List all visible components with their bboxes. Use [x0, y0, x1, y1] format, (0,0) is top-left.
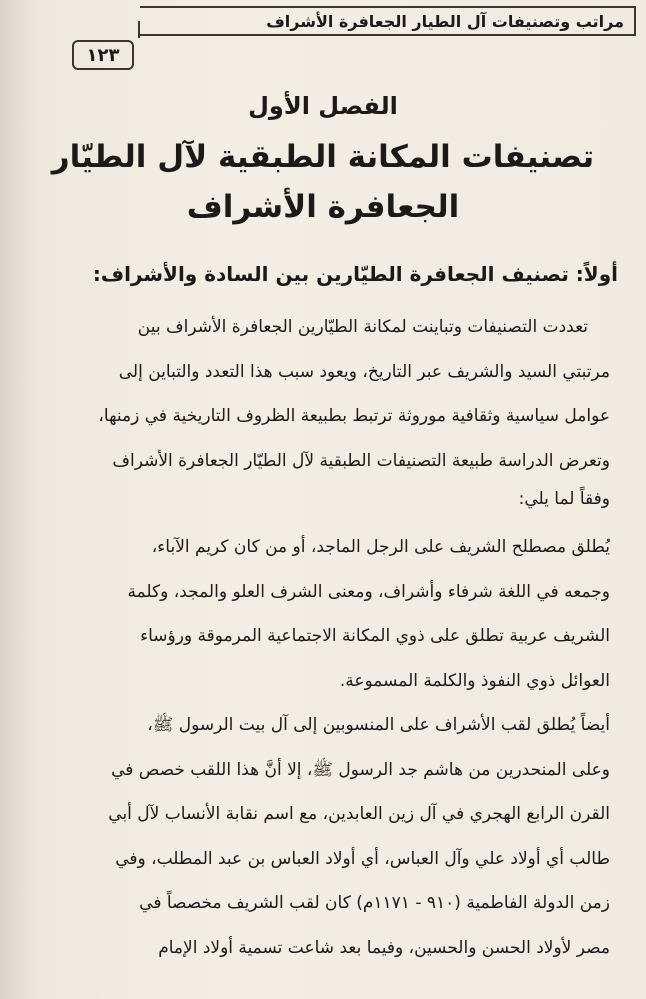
- paragraph-2: [12, 525, 610, 703]
- body-line: أيضاً يُطلق لقب الأشراف على المنسوبين إلى آل بيت الرسول ﷺ،: [147, 715, 610, 735]
- chapter-label: الفصل الأول: [248, 92, 398, 120]
- paragraph-1: [12, 305, 610, 515]
- body-line: وجمعه في اللغة شرفاء وأشراف، ومعنى الشرف العلو والمجد، وكلمة: [127, 581, 610, 602]
- section-heading: أولاً: تصنيف الجعافرة الطيّارين بين السادة والأشراف:: [92, 262, 618, 286]
- page-number: ١٢٣: [86, 44, 120, 66]
- running-title: مراتب وتصنيفات آل الطيار الجعافرة الأشراف: [266, 11, 624, 31]
- chapter-title: [40, 132, 606, 232]
- body-line: يُطلق مصطلح الشريف على الرجل الماجد، أو من كان كريم الآباء،: [151, 537, 610, 557]
- body-line: زمن الدولة الفاطمية (٩١٠ - ١١٧١م) كان لقب الشريف مخصصاً في: [139, 893, 610, 913]
- body-line: وعلى المنحدرين من هاشم جد الرسول ﷺ، إلا أنَّ هذا اللقب خصص في: [111, 759, 610, 780]
- body-text: [12, 305, 610, 970]
- chapter-title-line-2: الجعافرة الأشراف: [186, 189, 460, 225]
- paragraph-3: [12, 703, 610, 970]
- body-line: القرن الرابع الهجري في آل زين العابدين، مع اسم نقابة الأنساب لآل أبي: [108, 804, 610, 824]
- body-line: طالب أي أولاد علي وآل العباس، أي أولاد العباس بن عبد المطلب، وفي: [115, 848, 610, 869]
- page-number-box: [72, 40, 134, 70]
- body-line: الشريف عربية تطلق على ذوي المكانة الاجتماعية المرموقة ورؤساء: [140, 626, 610, 646]
- body-line: وتعرض الدراسة طبيعة التصنيفات الطبقية لآل الطيّار الجعافرة الأشراف: [112, 450, 610, 471]
- body-line: تعددت التصنيفات وتباينت لمكانة الطيّارين الجعافرة الأشراف بين: [137, 317, 588, 337]
- running-header: [140, 6, 636, 36]
- body-line: وفقاً لما يلي:: [518, 489, 610, 509]
- body-line: العوائل ذوي النفوذ والكلمة المسموعة.: [339, 670, 610, 691]
- body-line: عوامل سياسية وثقافية موروثة ترتبط بطبيعة الظروف التاريخية في زمنها،: [98, 406, 610, 426]
- body-line: مرتبتي السيد والشريف عبر التاريخ، ويعود سبب هذا التعدد والتباين إلى: [118, 361, 610, 382]
- chapter-title-line-1: تصنيفات المكانة الطبقية لآل الطيّار: [51, 139, 595, 175]
- body-line: مصر لأولاد الحسن والحسين، وفيما بعد شاعت تسمية أولاد الإمام: [158, 937, 610, 958]
